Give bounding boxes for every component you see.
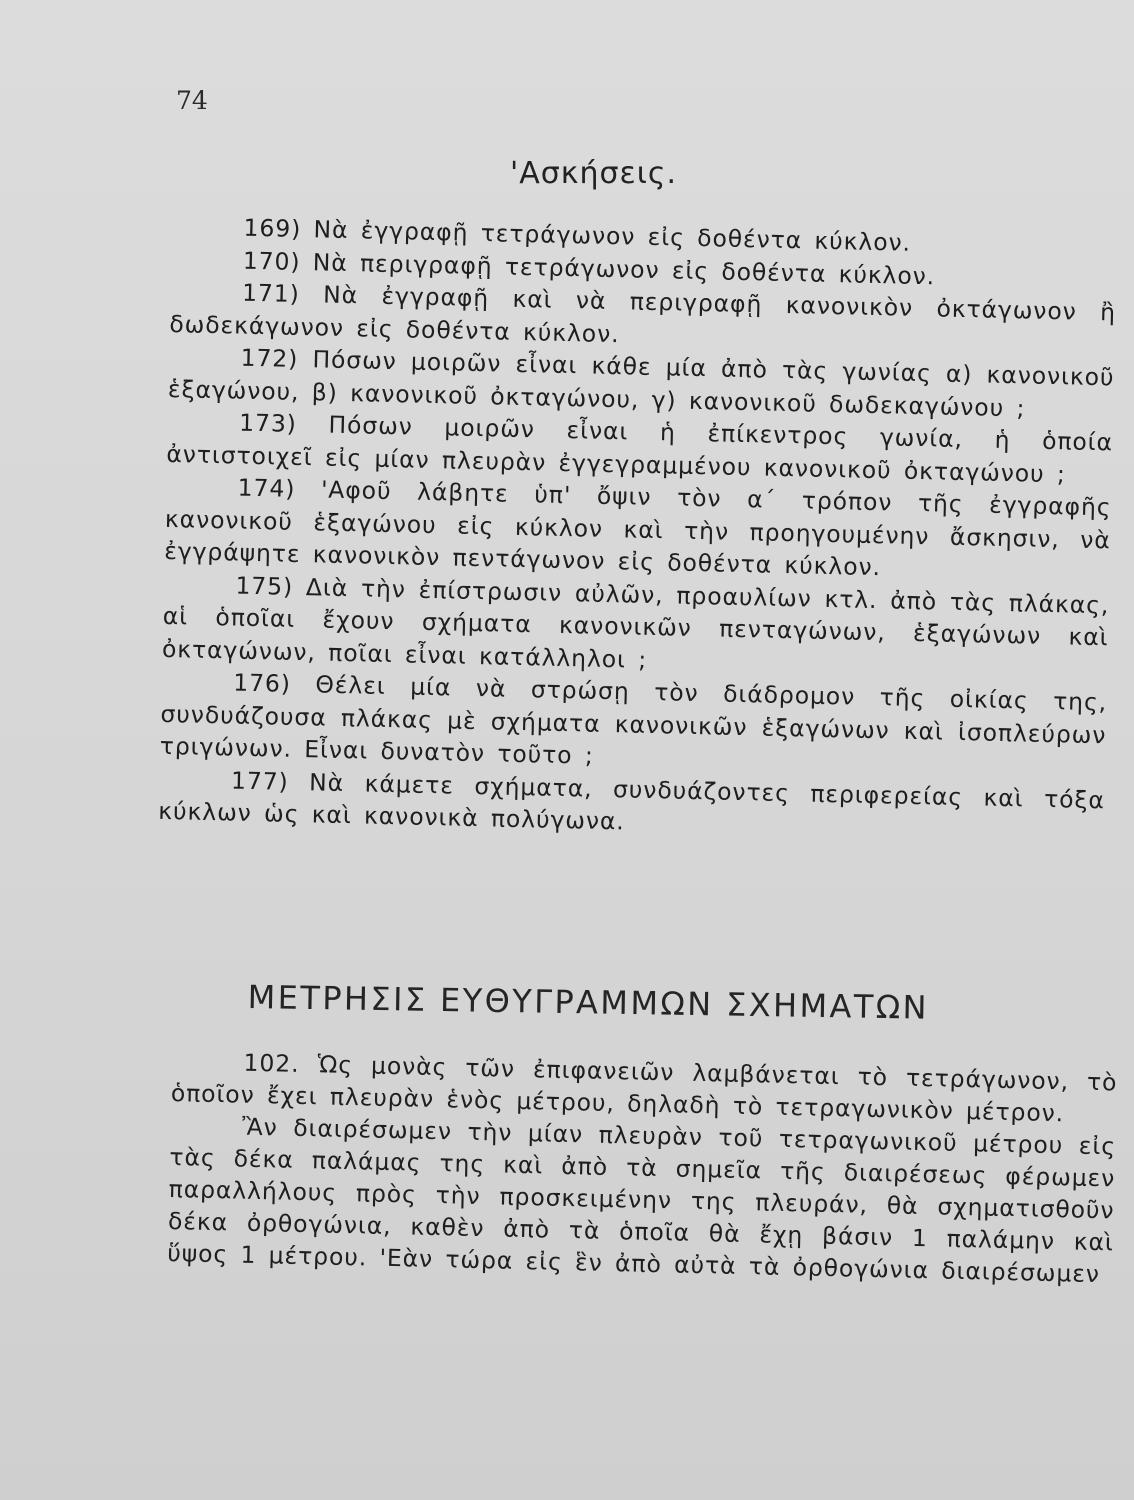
exercise-list [158, 210, 1118, 849]
exercises-heading: 'Ασκήσεις. [510, 156, 678, 191]
paragraph-division: Ἂν διαιρέσωμεν τὴν μίαν πλευρὰν τοῦ τετραγωνικοῦ μέτρου εἰς τὰς δέκα παλάμας της καὶ ἀπὸ τὰ σημεῖα τῆς διαιρέσεως φέρωμεν παραλλήλους πρὸς τὴν προσκειμένην της πλευράν, θὰ σχηματισθοῦν δέκα ὀρθογώνια, καθὲν ἀπὸ τὰ ὁποῖα θὰ ἔχῃ βάσιν 1 παλάμην καὶ ὕψος 1 μέτρου. 'Εὰν τώρα εἰς ἓν ἀπὸ αὐτὰ τὰ ὀρθογώνια διαιρέσωμεν [166, 1112, 1117, 1289]
exercise-171: 171) Νὰ ἐγγραφῇ καὶ νὰ περιγραφῇ κανονικὸν ὀκτάγωνον ἢ δωδεκάγωνον εἰς δοθέντα κύκλον. [169, 278, 1117, 348]
exercise-176: 176) Θέλει μία νὰ στρώσῃ τὸν διάδρομον τῆς οἰκίας της, συνδυάζουσα πλάκας μὲ σχήματα κανονικῶν ἑξαγώνων καὶ ἰσοπλεύρων τριγώνων. Εἶναι δυνατὸν τοῦτο ; [159, 668, 1108, 770]
exercise-169: 169) Νὰ ἐγγραφῇ τετράγωνον εἰς δοθέντα κύκλον. [243, 213, 912, 257]
section-title: ΜΕΤΡΗΣΙΣ ΕΥΘΥΓΡΑΜΜΩΝ ΣΧΗΜΑΤΩΝ [247, 978, 930, 1027]
exercise-173: 173) Πόσων μοιρῶν εἶναι ἡ ἐπίκεντρος γωνία, ἡ ὁποία ἀντιστοιχεῖ εἰς μίαν πλευρὰν ἐγγεγραμμένου κανονικοῦ ὀκταγώνου ; [166, 408, 1114, 488]
section-body [167, 1045, 1118, 1290]
exercise-174: 174) 'Αφοῦ λάβητε ὑπ' ὄψιν τὸν α΄ τρόπον τῆς ἐγγραφῆς κανονικοῦ ἑξαγώνου εἰς κύκλον καὶ τὴν προηγουμένην ἄσκησιν, νὰ ἐγγράψητε κανονικὸν πεντάγωνον εἰς δοθέντα κύκλον. [163, 473, 1112, 582]
exercise-175: 175) Διὰ τὴν ἐπίστρωσιν αὐλῶν, προαυλίων κτλ. ἀπὸ τὰς πλάκας, αἱ ὁποῖαι ἔχουν σχήματα κανονικῶν πενταγώνων, ἑξαγώνων καὶ ὀκταγώνων, ποῖαι εἶναι κατάλληλοι ; [161, 571, 1110, 674]
page-number: 74 [176, 86, 208, 115]
paragraph-102: 102. Ὡς μονὰς τῶν ἐπιφανειῶν λαμβάνεται τὸ τετράγωνον, τὸ ὁποῖον ἔχει πλευρὰν ἑνὸς μέτρου, δηλαδὴ τὸ τετραγωνικὸν μέτρον. [170, 1048, 1118, 1128]
exercise-177: 177) Νὰ κάμετε σχήματα, συνδυάζοντες περιφερείας καὶ τόξα κύκλων ὡς καὶ κανονικὰ πολύγωνα. [158, 765, 1106, 836]
exercise-170: 170) Νὰ περιγραφῇ τετράγωνον εἰς δοθέντα κύκλον. [242, 246, 936, 290]
exercise-172: 172) Πόσων μοιρῶν εἶναι κάθε μία ἀπὸ τὰς γωνίας α) κανονικοῦ ἑξαγώνου, β) κανονικοῦ ὀκταγώνου, γ) κανονικοῦ δωδεκαγώνου ; [167, 343, 1115, 422]
